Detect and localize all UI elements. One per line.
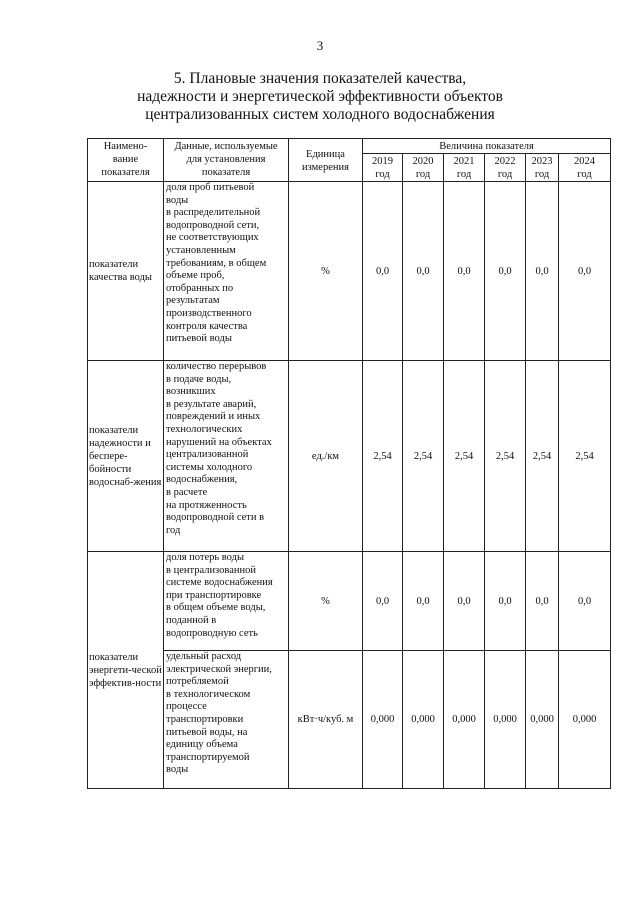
- row-value: 0,0: [403, 182, 444, 361]
- row-value: 0,000: [559, 651, 611, 789]
- table-row: [88, 361, 611, 552]
- row-value: 2,54: [559, 361, 611, 552]
- indicators-table: [87, 138, 611, 789]
- row-value: 0,000: [485, 651, 526, 789]
- header-data: Данные, используемые для установления показателя: [164, 139, 289, 182]
- row-value: 0,000: [444, 651, 485, 789]
- row-data-text: доля потерь воды в централизованной системе водоснабжения при транспортировке в общем объеме воды, поданной в водопроводную сеть: [164, 552, 289, 651]
- row-value: 2,54: [526, 361, 559, 552]
- table-row: [88, 552, 611, 651]
- row-value: 0,0: [485, 182, 526, 361]
- row-value: 0,0: [444, 182, 485, 361]
- group-reliability: показатели надежности и беспере-бойности водоснаб-жения: [88, 361, 164, 552]
- row-unit: кВт·ч/куб. м: [289, 651, 363, 789]
- document-title: [0, 70, 640, 124]
- row-unit: ед./км: [289, 361, 363, 552]
- row-data-text: удельный расход электрической энергии, потребляемой в технологическом процессе транспортировки питьевой воды, на единицу объема транспортируемой воды: [164, 651, 289, 789]
- row-value: 0,0: [485, 552, 526, 651]
- header-value-group: Величина показателя: [363, 139, 611, 154]
- header-year-2019: 2019 год: [363, 154, 403, 182]
- header-year-2022: 2022 год: [485, 154, 526, 182]
- row-value: 0,0: [363, 552, 403, 651]
- row-unit: %: [289, 552, 363, 651]
- group-quality: показатели качества воды: [88, 182, 164, 361]
- table-row: [88, 182, 611, 361]
- header-unit: Единица измерения: [289, 139, 363, 182]
- row-value: 0,0: [559, 552, 611, 651]
- row-value: 0,0: [363, 182, 403, 361]
- title-line-3: централизованных систем холодного водоснабжения: [145, 106, 495, 123]
- header-name: Наимено- вание показателя: [88, 139, 164, 182]
- row-value: 2,54: [444, 361, 485, 552]
- row-value: 0,000: [403, 651, 444, 789]
- row-value: 0,0: [559, 182, 611, 361]
- row-value: 0,0: [526, 182, 559, 361]
- row-unit: %: [289, 182, 363, 361]
- header-year-2023: 2023 год: [526, 154, 559, 182]
- row-data-text: доля проб питьевой воды в распределительной водопроводной сети, не соответствующих установленным требованиям, в общем объеме проб, отобранных по результатам производственного контроля качества питьевой воды: [164, 182, 289, 361]
- row-value: 0,000: [363, 651, 403, 789]
- table-row: [88, 651, 611, 789]
- row-value: 0,0: [526, 552, 559, 651]
- title-line-2: надежности и энергетической эффективности объектов: [137, 88, 503, 105]
- row-value: 2,54: [403, 361, 444, 552]
- header-row-1: [88, 139, 611, 154]
- row-value: 0,0: [444, 552, 485, 651]
- row-value: 2,54: [363, 361, 403, 552]
- row-value: 0,000: [526, 651, 559, 789]
- header-year-2024: 2024 год: [559, 154, 611, 182]
- row-value: 2,54: [485, 361, 526, 552]
- title-line-1: 5. Плановые значения показателей качества,: [173, 70, 467, 87]
- header-year-2020: 2020 год: [403, 154, 444, 182]
- row-value: 0,0: [403, 552, 444, 651]
- page-number: 3: [316, 38, 324, 53]
- row-data-text: количество перерывов в подаче воды, возникших в результате аварий, повреждений и иных технологических нарушений на объектах централизованной системы холодного водоснабжения, в расчете на протяженность водопроводной сети в год: [164, 361, 289, 552]
- group-efficiency: показатели энергети-ческой эффектив-ности: [88, 552, 164, 789]
- header-year-2021: 2021 год: [444, 154, 485, 182]
